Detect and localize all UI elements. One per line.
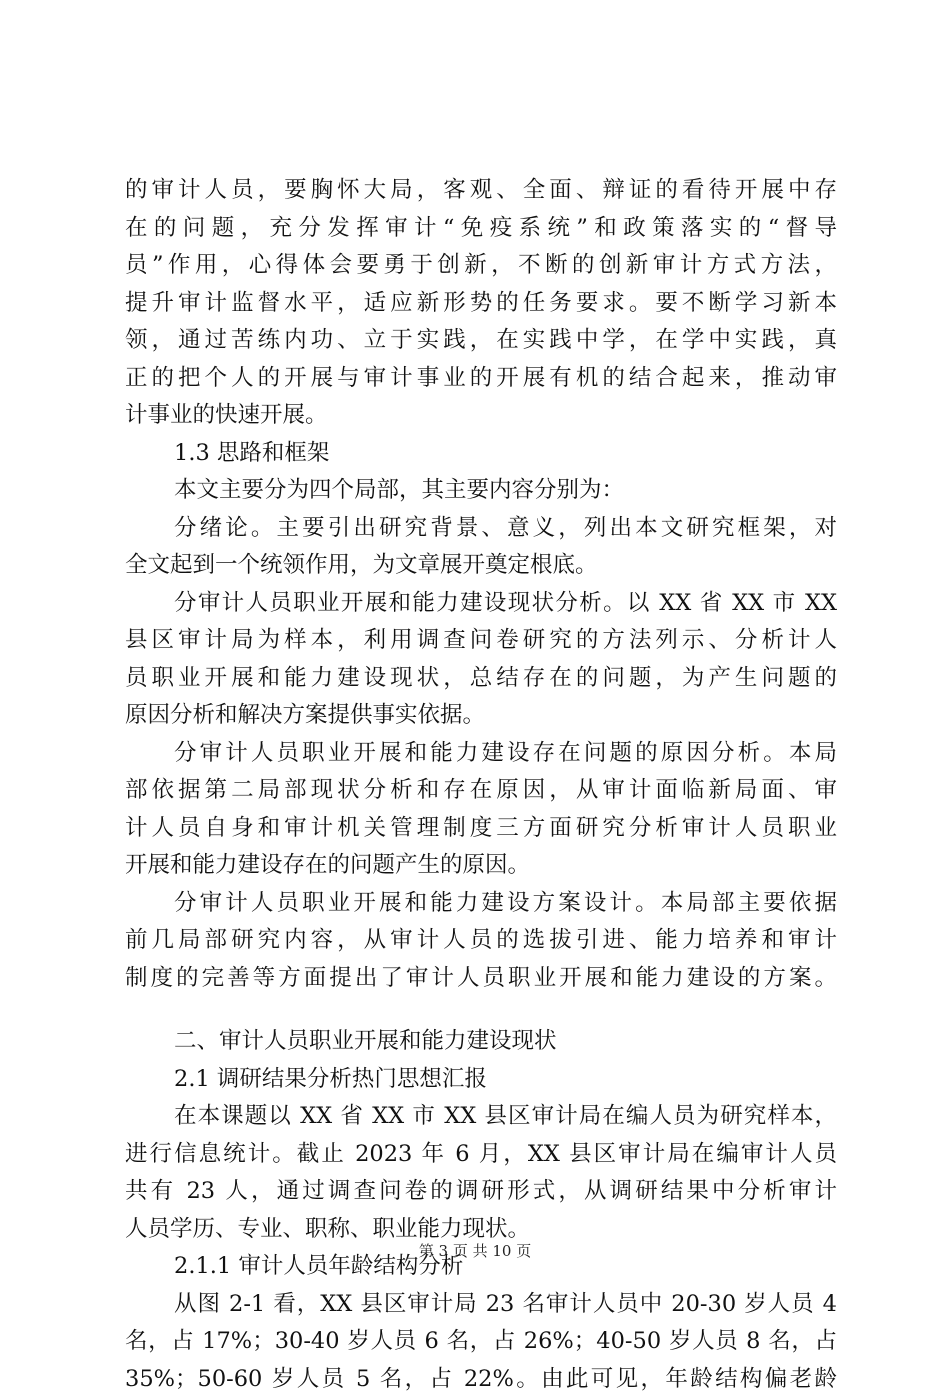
text-line: 前几局部研究内容，从审计人员的选拔引进、能力培养和审计 <box>125 922 837 960</box>
text-line: 提升审计监督水平，适应新形势的任务要求。要不断学习新本 <box>125 285 837 323</box>
chapter-heading: 二、审计人员职业开展和能力建设现状 <box>125 1023 837 1061</box>
text-line: 员职业开展和能力建设现状，总结存在的问题，为产生问题的 <box>125 660 837 698</box>
text-line: 制度的完善等方面提出了审计人员职业开展和能力建设的方案。 <box>125 960 837 998</box>
text-line: 的审计人员，要胸怀大局，客观、全面、辩证的看待开展中存 <box>125 172 837 210</box>
text-line: 员”作用，心得体会要勇于创新，不断的创新审计方式方法， <box>125 247 837 285</box>
text-line: 领，通过苦练内功、立于实践，在实践中学，在学中实践，真 <box>125 322 837 360</box>
text-line: 共有 23 人，通过调查问卷的调研形式，从调研结果中分析审计 <box>125 1173 837 1211</box>
text-line: 部依据第二局部现状分析和存在原因，从审计面临新局面、审 <box>125 772 837 810</box>
text-line: 35%；50-60 岁人员 5 名，占 22%。由此可见，年龄结构偏老龄 <box>125 1361 837 1398</box>
text-line: 分审计人员职业开展和能力建设方案设计。本局部主要依据 <box>125 885 837 923</box>
document-body <box>125 172 837 1398</box>
text-line: 分绪论。主要引出研究背景、意义，列出本文研究框架，对 <box>125 510 837 548</box>
text-line: 人员学历、专业、职称、职业能力现状。 <box>125 1211 837 1249</box>
text-line: 在的问题，充分发挥审计“免疫系统”和政策落实的“督导 <box>125 210 837 248</box>
text-line: 计人员自身和审计机关管理制度三方面研究分析审计人员职业 <box>125 810 837 848</box>
text-line: 县区审计局为样本，利用调查问卷研究的方法列示、分析计人 <box>125 622 837 660</box>
paragraph-gap <box>125 997 837 1023</box>
text-line: 进行信息统计。截止 2023 年 6 月，XX 县区审计局在编审计人员 <box>125 1136 837 1174</box>
section-heading: 1.3 思路和框架 <box>125 435 837 473</box>
text-line: 原因分析和解决方案提供事实依据。 <box>125 697 837 735</box>
subsection-heading: 2.1.1 审计人员年龄结构分析 <box>125 1248 837 1286</box>
text-line: 分审计人员职业开展和能力建设现状分析。以 XX 省 XX 市 XX <box>125 585 837 623</box>
text-line: 正的把个人的开展与审计事业的开展有机的结合起来，推动审 <box>125 360 837 398</box>
text-line: 分审计人员职业开展和能力建设存在问题的原因分析。本局 <box>125 735 837 773</box>
text-line: 名，占 17%；30-40 岁人员 6 名，占 26%；40-50 岁人员 8 名，占 <box>125 1323 837 1361</box>
text-line: 从图 2-1 看，XX 县区审计局 23 名审计人员中 20-30 岁人员 4 <box>125 1286 837 1324</box>
text-line: 全文起到一个统领作用，为文章展开奠定根底。 <box>125 547 837 585</box>
section-heading: 2.1 调研结果分析热门思想汇报 <box>125 1061 837 1099</box>
page-number-footer: 第 3 页 共 10 页 <box>0 1241 950 1261</box>
text-line: 计事业的快速开展。 <box>125 397 837 435</box>
text-line: 在本课题以 XX 省 XX 市 XX 县区审计局在编人员为研究样本， <box>125 1098 837 1136</box>
text-line: 本文主要分为四个局部，其主要内容分别为： <box>125 472 837 510</box>
text-line: 开展和能力建设存在的问题产生的原因。 <box>125 847 837 885</box>
